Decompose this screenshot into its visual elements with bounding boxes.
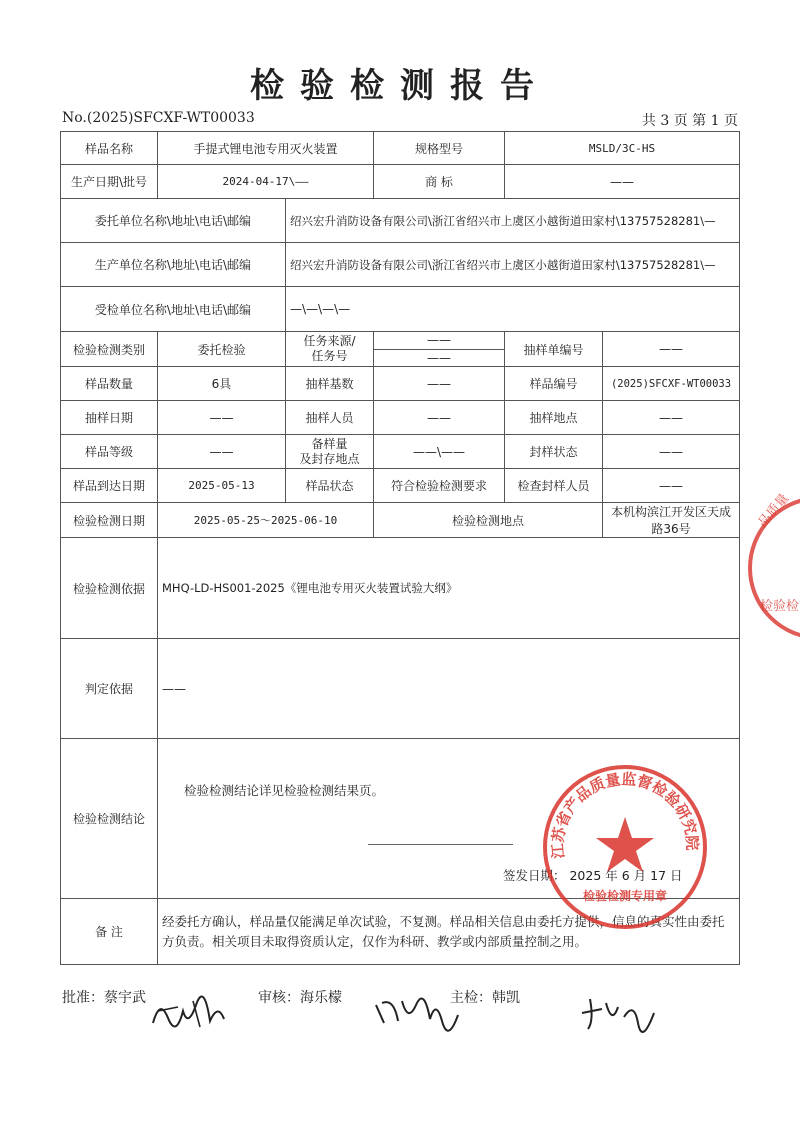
sampling-base-label: 抽样基数 [286, 367, 374, 401]
table-row [61, 401, 740, 435]
table-row [61, 469, 740, 503]
svg-text:品质量: 品质量 [755, 491, 793, 531]
judge-basis-label: 判定依据 [61, 639, 158, 739]
arrival-date-label: 样品到达日期 [61, 469, 158, 503]
table-row [61, 132, 740, 165]
quantity-value: 6具 [158, 367, 286, 401]
client-value: 绍兴宏升消防设备有限公司\浙江省绍兴市上虞区小越街道田家村\13757528281\— [286, 199, 740, 243]
task-source-value: —— [374, 332, 504, 350]
inspected-unit-value: —\—\—\— [286, 287, 740, 332]
sampling-date-value: —— [158, 401, 286, 435]
sample-no-label: 样品编号 [505, 367, 603, 401]
basis-label: 检验检测依据 [61, 538, 158, 639]
model-label: 规格型号 [374, 132, 505, 165]
sampler-value: —— [374, 401, 505, 435]
sampling-no-label: 抽样单编号 [505, 332, 603, 367]
sample-name-label: 样品名称 [61, 132, 158, 165]
judge-basis-value: —— [158, 639, 740, 739]
trademark-value: —— [505, 165, 740, 199]
arrival-date-value: 2025-05-13 [158, 469, 286, 503]
official-seal [540, 762, 710, 932]
production-date-value: 2024-04-17\—— [158, 165, 374, 199]
test-type-label: 检验检测类别 [61, 332, 158, 367]
inspected-unit-label: 受检单位名称\地址\电话\邮编 [61, 287, 286, 332]
table-row [61, 332, 740, 367]
approver: 批准：蔡宇武 [62, 990, 146, 1006]
producer-label: 生产单位名称\地址\电话\邮编 [61, 243, 286, 287]
edge-seal-fragment [742, 488, 800, 648]
table-row [61, 639, 740, 739]
task-number-value: —— [427, 350, 452, 365]
checker-value: —— [603, 469, 740, 503]
test-place-value: 本机构滨江开发区天成路36号 [603, 503, 740, 538]
reserve-label: 备样量 及封存地点 [286, 435, 374, 469]
signature-line [368, 844, 513, 845]
table-row [61, 367, 740, 401]
svg-text:检验检测专用章: 检验检测专用章 [582, 889, 668, 903]
remark-value: 经委托方确认，样品量仅能满足单次试验，不复测。样品相关信息由委托方提供，信息的真实性由委托方负责。相关项目未取得资质认定，仅作为科研、教学或内部质量控制之用。 [158, 899, 740, 965]
svg-text:检验检: 检验检 [760, 599, 800, 614]
trademark-label: 商 标 [374, 165, 505, 199]
table-row [61, 287, 740, 332]
quantity-label: 样品数量 [61, 367, 158, 401]
sample-no-value: (2025)SFCXF-WT00033 [603, 367, 740, 401]
client-label: 委托单位名称\地址\电话\邮编 [61, 199, 286, 243]
test-type-value: 委托检验 [158, 332, 286, 367]
sign-date: 签发日期： 2025 年 6 月 17 日 [503, 868, 683, 883]
report-number: No.(2025)SFCXF-WT00033 [62, 110, 255, 126]
test-place-label: 检验检测地点 [374, 503, 603, 538]
sampling-base-value: —— [374, 367, 505, 401]
table-row [61, 165, 740, 199]
report-title: 检验检测报告 [250, 66, 550, 106]
page-info: 共 3 页 第 1 页 [641, 113, 738, 129]
task-source-label: 任务来源/ 任务号 [286, 332, 374, 367]
test-date-value: 2025-05-25～2025-06-10 [158, 503, 374, 538]
reviewer: 审核：海乐檬 [258, 990, 342, 1006]
remark-label: 备 注 [61, 899, 158, 965]
reserve-value: ——\—— [374, 435, 505, 469]
checker-label: 检查封样人员 [505, 469, 603, 503]
producer-value: 绍兴宏升消防设备有限公司\浙江省绍兴市上虞区小越街道田家村\13757528281\— [286, 243, 740, 287]
production-date-label: 生产日期\批号 [61, 165, 158, 199]
sample-state-value: 符合检验检测要求 [374, 469, 505, 503]
sampling-date-label: 抽样日期 [61, 401, 158, 435]
seal-state-value: —— [603, 435, 740, 469]
grade-value: —— [158, 435, 286, 469]
svg-text:江苏省产品质量监督检验研究院: 江苏省产品质量监督检验研究院 [548, 770, 702, 860]
sampling-no-value: —— [603, 332, 740, 367]
sample-state-label: 样品状态 [286, 469, 374, 503]
sampling-place-label: 抽样地点 [505, 401, 603, 435]
seal-state-label: 封样状态 [505, 435, 603, 469]
model-value: MSLD/3C-HS [505, 132, 740, 165]
table-row [61, 435, 740, 469]
inspector-signature [578, 993, 658, 1033]
conclusion-label: 检验检测结论 [61, 739, 158, 899]
sample-name-value: 手提式锂电池专用灭火装置 [158, 132, 374, 165]
test-date-label: 检验检测日期 [61, 503, 158, 538]
sampler-label: 抽样人员 [286, 401, 374, 435]
sampling-place-value: —— [603, 401, 740, 435]
grade-label: 样品等级 [61, 435, 158, 469]
table-row [61, 243, 740, 287]
table-row [61, 199, 740, 243]
table-row [61, 538, 740, 639]
conclusion-text: 检验检测结论详见检验检测结果页。 [184, 783, 385, 798]
reviewer-signature [372, 993, 462, 1033]
basis-value: MHQ-LD-HS001-2025《锂电池专用灭火装置试验大纲》 [158, 538, 740, 639]
approver-signature [148, 993, 228, 1033]
chief-inspector: 主检：韩凯 [450, 990, 520, 1006]
table-row [61, 503, 740, 538]
